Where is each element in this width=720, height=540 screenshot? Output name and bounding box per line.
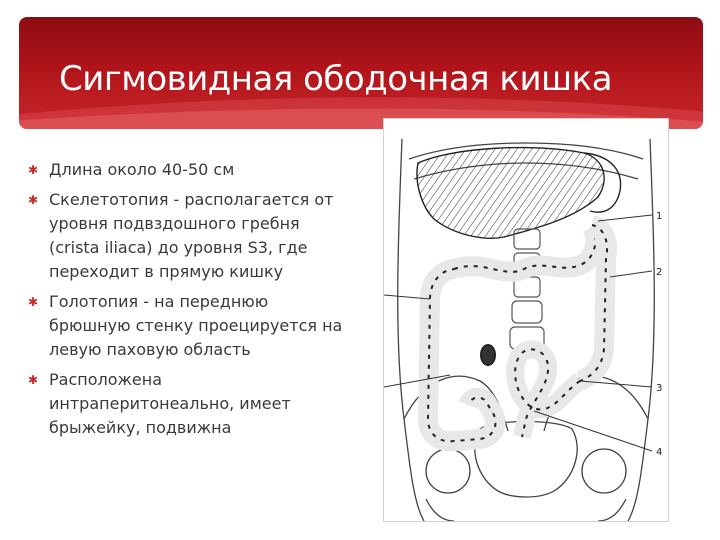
colon-anatomy-illustration (383, 118, 669, 522)
title-banner (19, 17, 703, 129)
bullet-text: Скелетотопия - располагается от уровня подвздошного гребня (crista iliaca) до уровня S3, где переходит в прямую кишку (49, 190, 334, 281)
colon-anatomy-drawing (384, 119, 668, 521)
callout-label: 3 (656, 383, 663, 394)
callout-label: 4 (656, 447, 663, 458)
bullet-length (28, 158, 350, 182)
asterisk-bullet-icon: ✱ (28, 373, 39, 387)
asterisk-bullet-icon: ✱ (28, 295, 39, 309)
slide-title: Сигмовидная ободочная кишка (59, 59, 613, 99)
bullet-text: Длина около 40-50 см (49, 160, 235, 179)
colon (428, 225, 607, 441)
bullet-list (28, 158, 350, 446)
callout-label: 2 (656, 267, 663, 278)
callout-label: 1 (656, 211, 663, 222)
bullet-skeletotopy (28, 188, 350, 284)
liver-and-stomach (417, 148, 621, 239)
asterisk-bullet-icon: ✱ (28, 163, 39, 177)
bullet-peritoneum (28, 368, 350, 440)
asterisk-bullet-icon: ✱ (28, 193, 39, 207)
spine (510, 229, 544, 349)
bullet-holotopy (28, 290, 350, 362)
bullet-text: Расположена интраперитонеально, имеет брыжейку, подвижна (49, 370, 291, 437)
bullet-text: Голотопия - на переднюю брюшную стенку проецируется на левую паховую область (49, 292, 343, 359)
